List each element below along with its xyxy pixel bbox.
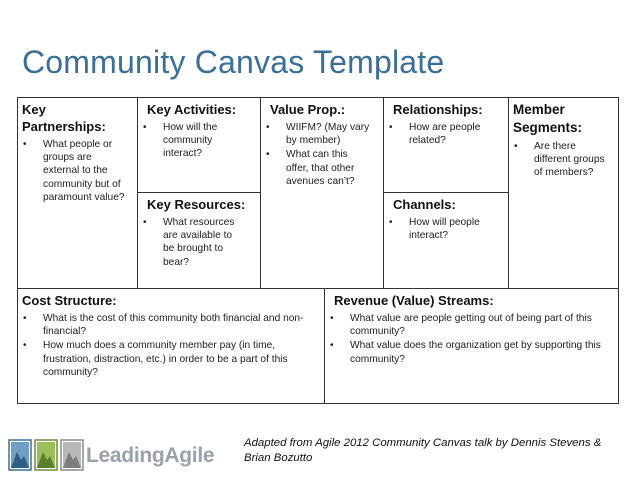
list-item: • Are there different groups of members? bbox=[513, 140, 614, 180]
key-partnerships-block bbox=[18, 98, 137, 288]
key-resources-list bbox=[142, 216, 256, 269]
list-item: • How much does a community member pay (in time, frustration, distraction, etc.) in order to be a part of this community? bbox=[22, 339, 320, 379]
relationships-block bbox=[384, 98, 508, 192]
key-partnerships-heading: Key Partnerships: bbox=[22, 102, 106, 134]
revenue-streams-block bbox=[325, 289, 618, 403]
page-title: Community Canvas Template bbox=[22, 44, 445, 80]
list-item: • How are people related? bbox=[388, 121, 504, 147]
channels-list bbox=[388, 216, 504, 242]
key-activities-list bbox=[142, 121, 256, 161]
channels-heading: Channels: bbox=[393, 197, 456, 212]
relationships-list bbox=[388, 121, 504, 147]
list-item: • What value are people getting out of being part of this community? bbox=[329, 312, 614, 338]
key-activities-block bbox=[138, 98, 260, 192]
key-resources-block bbox=[138, 193, 260, 288]
member-segments-heading: Member Segments: bbox=[513, 102, 583, 135]
value-prop-block bbox=[261, 98, 383, 288]
list-item: • What is the cost of this community both financial and non-financial? bbox=[22, 312, 320, 338]
member-segments-list bbox=[513, 140, 614, 180]
relationships-heading: Relationships: bbox=[393, 102, 483, 117]
list-item: • WIIFM? (May vary by member) bbox=[265, 121, 379, 147]
key-resources-heading: Key Resources: bbox=[147, 197, 246, 212]
revenue-streams-heading: Revenue (Value) Streams: bbox=[334, 293, 494, 308]
cost-structure-block bbox=[18, 289, 324, 403]
list-item: • What people or groups are external to the community but of paramount value? bbox=[22, 138, 133, 204]
revenue-streams-list bbox=[329, 312, 614, 366]
key-activities-heading: Key Activities: bbox=[147, 102, 237, 117]
list-item: • What value does the organization get by supporting this community? bbox=[329, 339, 614, 365]
value-prop-heading: Value Prop.: bbox=[270, 102, 346, 117]
list-item: • How will people interact? bbox=[388, 216, 504, 242]
channels-block bbox=[384, 193, 508, 288]
list-item: • What resources are available to be brought to bear? bbox=[142, 216, 256, 269]
cost-structure-heading: Cost Structure: bbox=[22, 293, 117, 308]
cost-structure-list bbox=[22, 312, 320, 379]
member-segments-block bbox=[509, 98, 618, 288]
key-partnerships-list bbox=[22, 138, 133, 204]
list-item: • How will the community interact? bbox=[142, 121, 256, 161]
leadingagile-logo-icon bbox=[8, 438, 84, 472]
community-canvas bbox=[17, 97, 619, 404]
logo-wordmark: LeadingAgile bbox=[86, 444, 215, 467]
list-item: • What can this offer, that other avenues can’t? bbox=[265, 148, 379, 188]
attribution-note: Adapted from Agile 2012 Community Canvas talk by Dennis Stevens & Brian Bozutto bbox=[244, 437, 602, 464]
value-prop-list bbox=[265, 121, 379, 188]
